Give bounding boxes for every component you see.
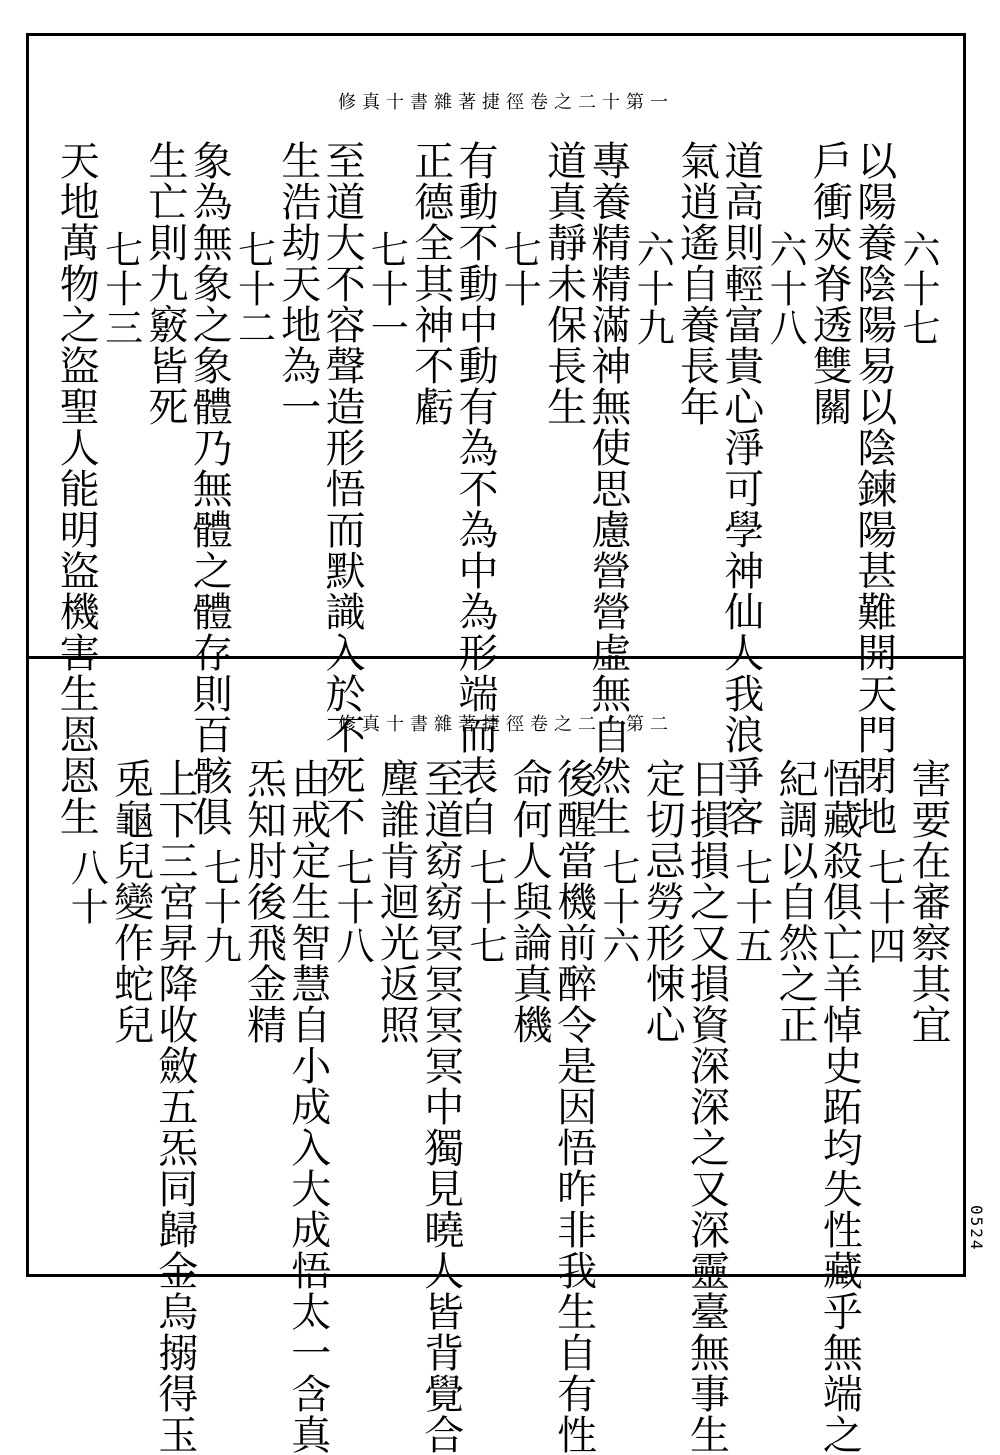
- text-column: 害要在審察其宜: [905, 758, 951, 1045]
- text-column: 至道窈窈冥冥冥冥中獨見曉人皆背覺合: [417, 758, 464, 1455]
- text-column: 上下三宮昇降收斂五炁同歸金烏搦得玉: [151, 758, 198, 1455]
- text-column: 氣逍遙自養長年: [673, 140, 720, 427]
- bottom-running-header: 修真十書雜著捷徑卷之二十第二: [338, 714, 674, 735]
- section-number: 七十六: [595, 848, 640, 965]
- text-column: 道高則輕富貴心淨可學神仙人我浪爭客: [717, 140, 764, 837]
- text-column: 生亡則九竅皆死: [141, 140, 188, 427]
- text-column: 生浩劫天地為一: [274, 140, 321, 427]
- text-column: 道真靜未保長生: [540, 140, 587, 427]
- text-column: 日損損之又損資深深之又深靈臺無事生: [683, 758, 730, 1455]
- section-number: 七十四: [861, 848, 906, 965]
- section-number: 七十九: [197, 848, 242, 965]
- text-column: 兎龜兒變作蛇兒: [107, 758, 154, 1045]
- text-column: 專養精精滿神無使思慮營營虛無自然生: [584, 140, 631, 837]
- section-number: 七十二: [231, 230, 276, 347]
- section-number: 六十八: [763, 230, 808, 347]
- page-number: 0524: [967, 1205, 986, 1252]
- text-column: 後醒當機前醉令是因悟昨非我生自有性: [550, 758, 597, 1455]
- text-column: 有動不動中動有為不為中為形端而表自: [452, 140, 498, 837]
- text-column: 塵誰肯迴光返照: [373, 758, 420, 1045]
- text-column: 由戒定生智慧自小成入大成悟太一含真: [284, 758, 331, 1455]
- text-column: 定切忌勞形悚心: [639, 758, 686, 1045]
- text-column: 戶衝夾脊透雙關: [806, 140, 853, 427]
- section-number: 七十一: [364, 230, 409, 347]
- text-column: 紀調以自然之正: [772, 758, 819, 1045]
- section-number: 七十七: [463, 848, 507, 965]
- text-column: 炁知肘後飛金精: [240, 758, 287, 1045]
- section-number: 七十三: [98, 230, 143, 347]
- text-column: 以陽養陰陽易以陰鍊陽甚難開天門閉地: [850, 140, 897, 837]
- text-column: 命何人與論真機: [506, 758, 553, 1045]
- section-number: 六十九: [630, 230, 675, 347]
- section-number: 八十: [64, 848, 109, 926]
- text-column: 正德全其神不虧: [407, 140, 454, 427]
- section-number: 六十七: [896, 230, 940, 347]
- text-column: 至道大不容聲造形悟而默識入於不死不: [319, 140, 366, 837]
- section-number: 七十五: [728, 848, 773, 965]
- text-column: 悟藏殺俱亡羊悼史跖均失性藏乎無端之: [816, 758, 863, 1455]
- text-column: 象為無象之象體乃無體之體存則百骸俱: [186, 140, 233, 837]
- section-number: 七十八: [330, 848, 375, 965]
- section-number: 七十: [497, 230, 542, 308]
- top-running-header: 修真十書雜著捷徑卷之二十第一: [338, 92, 674, 113]
- text-column: 天地萬物之盜聖人能明盜機害生恩恩生: [53, 140, 100, 837]
